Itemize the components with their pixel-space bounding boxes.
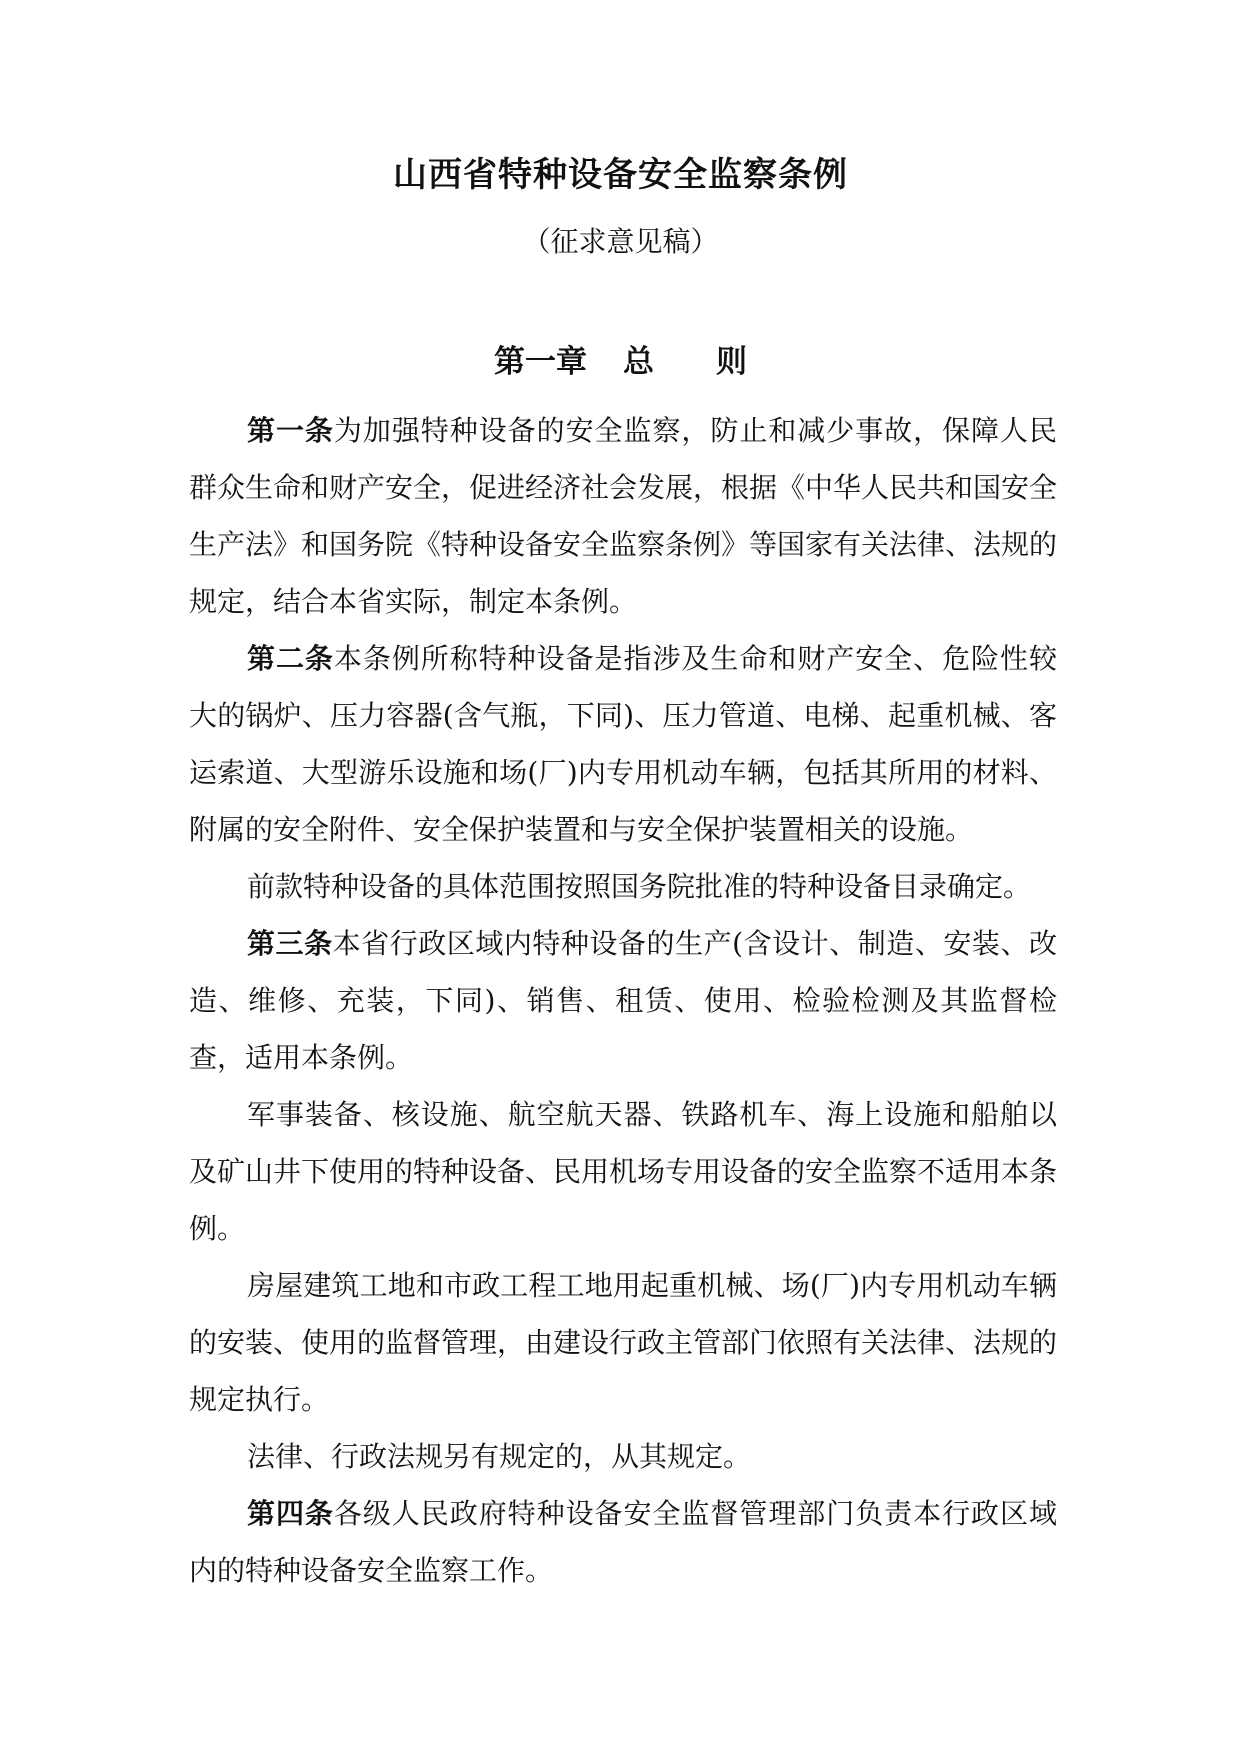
document-body <box>189 402 1057 1599</box>
paragraph-text: 本省行政区域内特种设备的生产(含设计、制造、安装、改造、维修、充装，下同)、销售、租赁、使用、检验检测及其监督检查，适用本条例。 <box>189 927 1057 1074</box>
article-number: 第三条 <box>247 927 333 960</box>
paragraph-article-3-clause-2 <box>189 1086 1057 1257</box>
chapter-name-part2: 则 <box>716 344 747 380</box>
paragraph-article-2-clause-2 <box>189 858 1057 915</box>
article-number: 第一条 <box>247 414 334 447</box>
document-title: 山西省特种设备安全监察条例 <box>393 155 848 195</box>
article-number: 第二条 <box>247 642 334 675</box>
paragraph-text: 法律、行政法规另有规定的，从其规定。 <box>247 1440 752 1473</box>
paragraph-article-3 <box>189 915 1057 1086</box>
paragraph-text: 前款特种设备的具体范围按照国务院批准的特种设备目录确定。 <box>247 870 1032 903</box>
chapter-name-part1: 总 <box>623 344 654 380</box>
paragraph-article-3-clause-3 <box>189 1257 1057 1428</box>
chapter-heading <box>0 339 1241 385</box>
paragraph-text: 军事装备、核设施、航空航天器、铁路机车、海上设施和船舶以及矿山井下使用的特种设备、民用机场专用设备的安全监察不适用本条例。 <box>189 1098 1058 1245</box>
paragraph-text: 房屋建筑工地和市政工程工地用起重机械、场(厂)内专用机动车辆的安装、使用的监督管理，由建设行政主管部门依照有关法律、法规的规定执行。 <box>189 1269 1058 1416</box>
paragraph-article-1 <box>189 402 1057 630</box>
paragraph-article-2 <box>189 630 1057 858</box>
document-subtitle: （征求意见稿） <box>522 225 719 258</box>
paragraph-text: 为加强特种设备的安全监察，防止和减少事故，保障人民群众生命和财产安全，促进经济社会发展，根据《中华人民共和国安全生产法》和国务院《特种设备安全监察条例》等国家有关法律、法规的规定，结合本省实际，制定本条例。 <box>189 414 1058 618</box>
chapter-number: 第一章 <box>494 344 587 380</box>
article-number: 第四条 <box>247 1497 334 1530</box>
paragraph-text: 本条例所称特种设备是指涉及生命和财产安全、危险性较大的锅炉、压力容器(含气瓶，下同)、压力管道、电梯、起重机械、客运索道、大型游乐设施和场(厂)内专用机动车辆，包括其所用的材料、附属的安全附件、安全保护装置和与安全保护装置相关的设施。 <box>189 642 1057 846</box>
paragraph-article-3-clause-4 <box>189 1428 1057 1485</box>
paragraph-text: 各级人民政府特种设备安全监督管理部门负责本行政区域内的特种设备安全监察工作。 <box>189 1497 1057 1587</box>
paragraph-article-4 <box>189 1485 1057 1599</box>
